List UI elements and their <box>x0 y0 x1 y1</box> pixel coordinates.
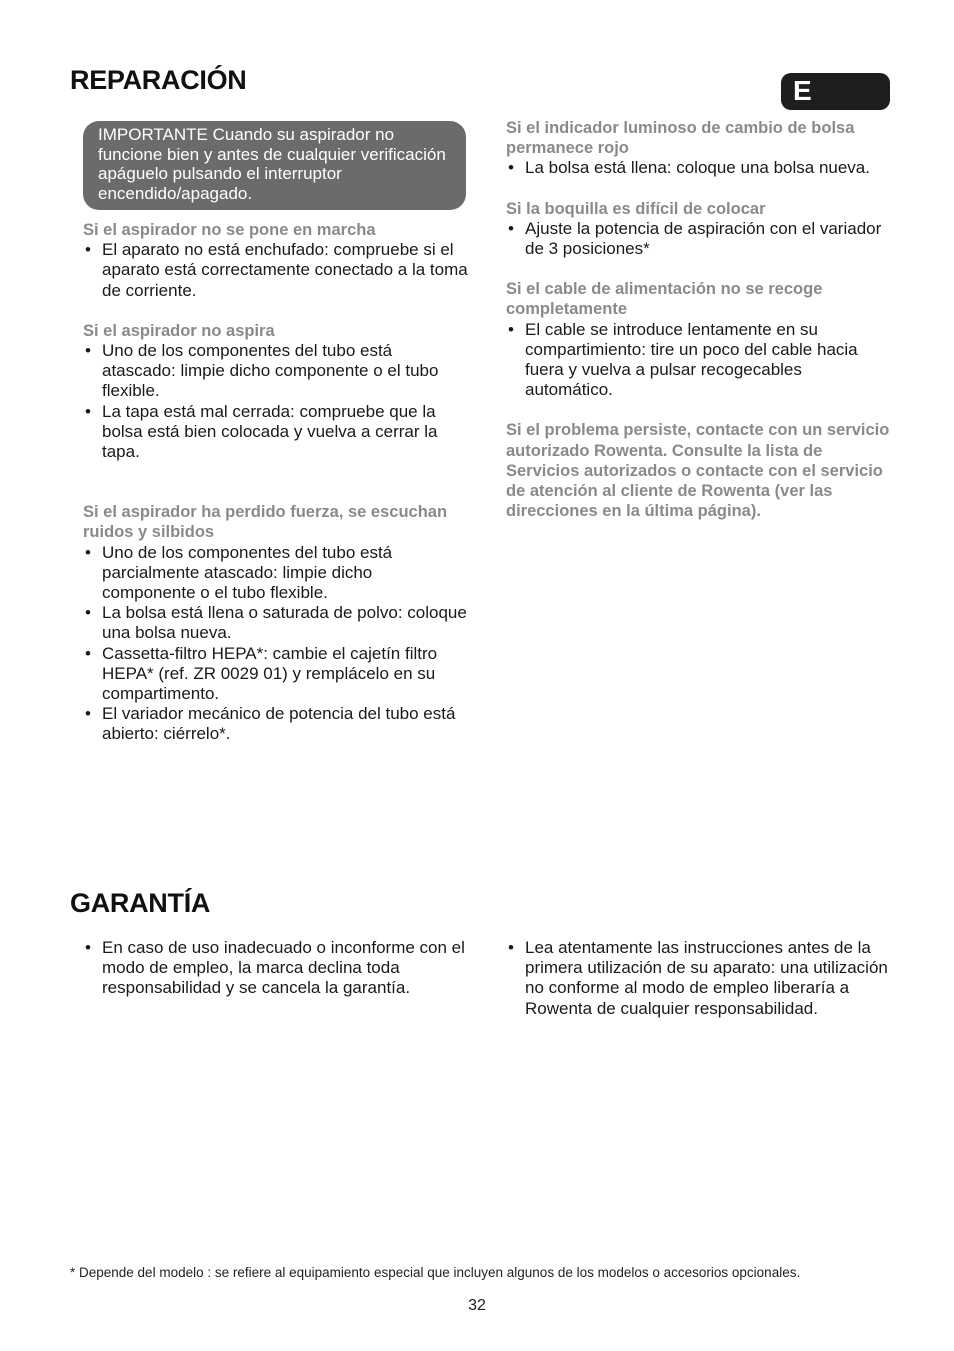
bullet-list <box>83 938 468 999</box>
closing-note: Si el problema persiste, contacte con un servicio autorizado Rowenta. Consulte la lista de Servicios autorizados o contacte con el servicio de atención al cliente de Rowenta (ver las direcciones en la última página). <box>506 421 890 521</box>
page-number: 32 <box>468 1297 486 1314</box>
section-heading: Si la boquilla es difícil de colocar <box>506 199 766 218</box>
bullet-list <box>506 158 891 178</box>
bullet-list <box>506 320 891 401</box>
list-item: • Cassetta-filtro HEPA*: cambie el cajetín filtro HEPA* (ref. ZR 0029 01) y remplácelo en su compartimento. <box>83 644 468 705</box>
bullet-list <box>506 219 891 259</box>
footnote: * Depende del modelo : se refiere al equipamiento especial que incluyen algunos de los modelos o accesorios opcionales. <box>70 1265 801 1280</box>
list-item: • Lea atentamente las instrucciones antes de la primera utilización de su aparato: una utilización no conforme al modo de empleo liberaría a Rowenta de cualquier responsabilidad. <box>506 938 891 1019</box>
bullet-list <box>506 938 891 1019</box>
language-tab-label: E <box>793 75 812 106</box>
language-tab <box>781 73 890 110</box>
list-item: • El aparato no está enchufado: compruebe si el aparato está correctamente conectado a la toma de corriente. <box>83 240 468 301</box>
bullet-list <box>83 240 468 301</box>
warranty-right-column <box>506 938 891 1019</box>
bullet-list <box>83 543 468 745</box>
important-notice: IMPORTANTE Cuando su aspirador no funcione bien y antes de cualquier verificación apáguelo pulsando el interruptor encendido/apagado. <box>83 121 466 210</box>
section-heading: Si el aspirador ha perdido fuerza, se escuchan ruidos y silbidos <box>83 503 448 542</box>
list-item: • Ajuste la potencia de aspiración con el variador de 3 posiciones* <box>506 219 891 259</box>
list-item: • La bolsa está llena o saturada de polvo: coloque una bolsa nueva. <box>83 603 468 643</box>
section-heading: Si el cable de alimentación no se recoge completamente <box>506 280 823 319</box>
list-item: • El cable se introduce lentamente en su compartimiento: tire un poco del cable hacia fuera y vuelva a pulsar recogecables automático. <box>506 320 891 401</box>
warranty-title: GARANTÍA <box>70 888 211 918</box>
section-heading: Si el indicador luminoso de cambio de bolsa permanece rojo <box>506 119 855 158</box>
bullet-list <box>83 341 468 462</box>
warranty-left-column <box>83 938 468 999</box>
list-item: • La bolsa está llena: coloque una bolsa nueva. <box>506 158 891 178</box>
section-heading: Si el aspirador no aspira <box>83 321 275 340</box>
list-item: • Uno de los componentes del tubo está parcialmente atascado: limpie dicho componente o el tubo flexible. <box>83 543 468 604</box>
repair-left-column <box>83 220 468 745</box>
list-item: • Uno de los componentes del tubo está atascado: limpie dicho componente o el tubo flexible. <box>83 341 468 402</box>
repair-title: REPARACIÓN <box>70 65 247 95</box>
repair-right-column <box>506 118 891 521</box>
list-item: • La tapa está mal cerrada: compruebe que la bolsa está bien colocada y vuelva a cerrar la tapa. <box>83 402 468 463</box>
section-heading: Si el aspirador no se pone en marcha <box>83 221 376 239</box>
list-item: • El variador mecánico de potencia del tubo está abierto: ciérrelo*. <box>83 704 468 744</box>
list-item: • En caso de uso inadecuado o inconforme con el modo de empleo, la marca declina toda responsabilidad y se cancela la garantía. <box>83 938 468 999</box>
